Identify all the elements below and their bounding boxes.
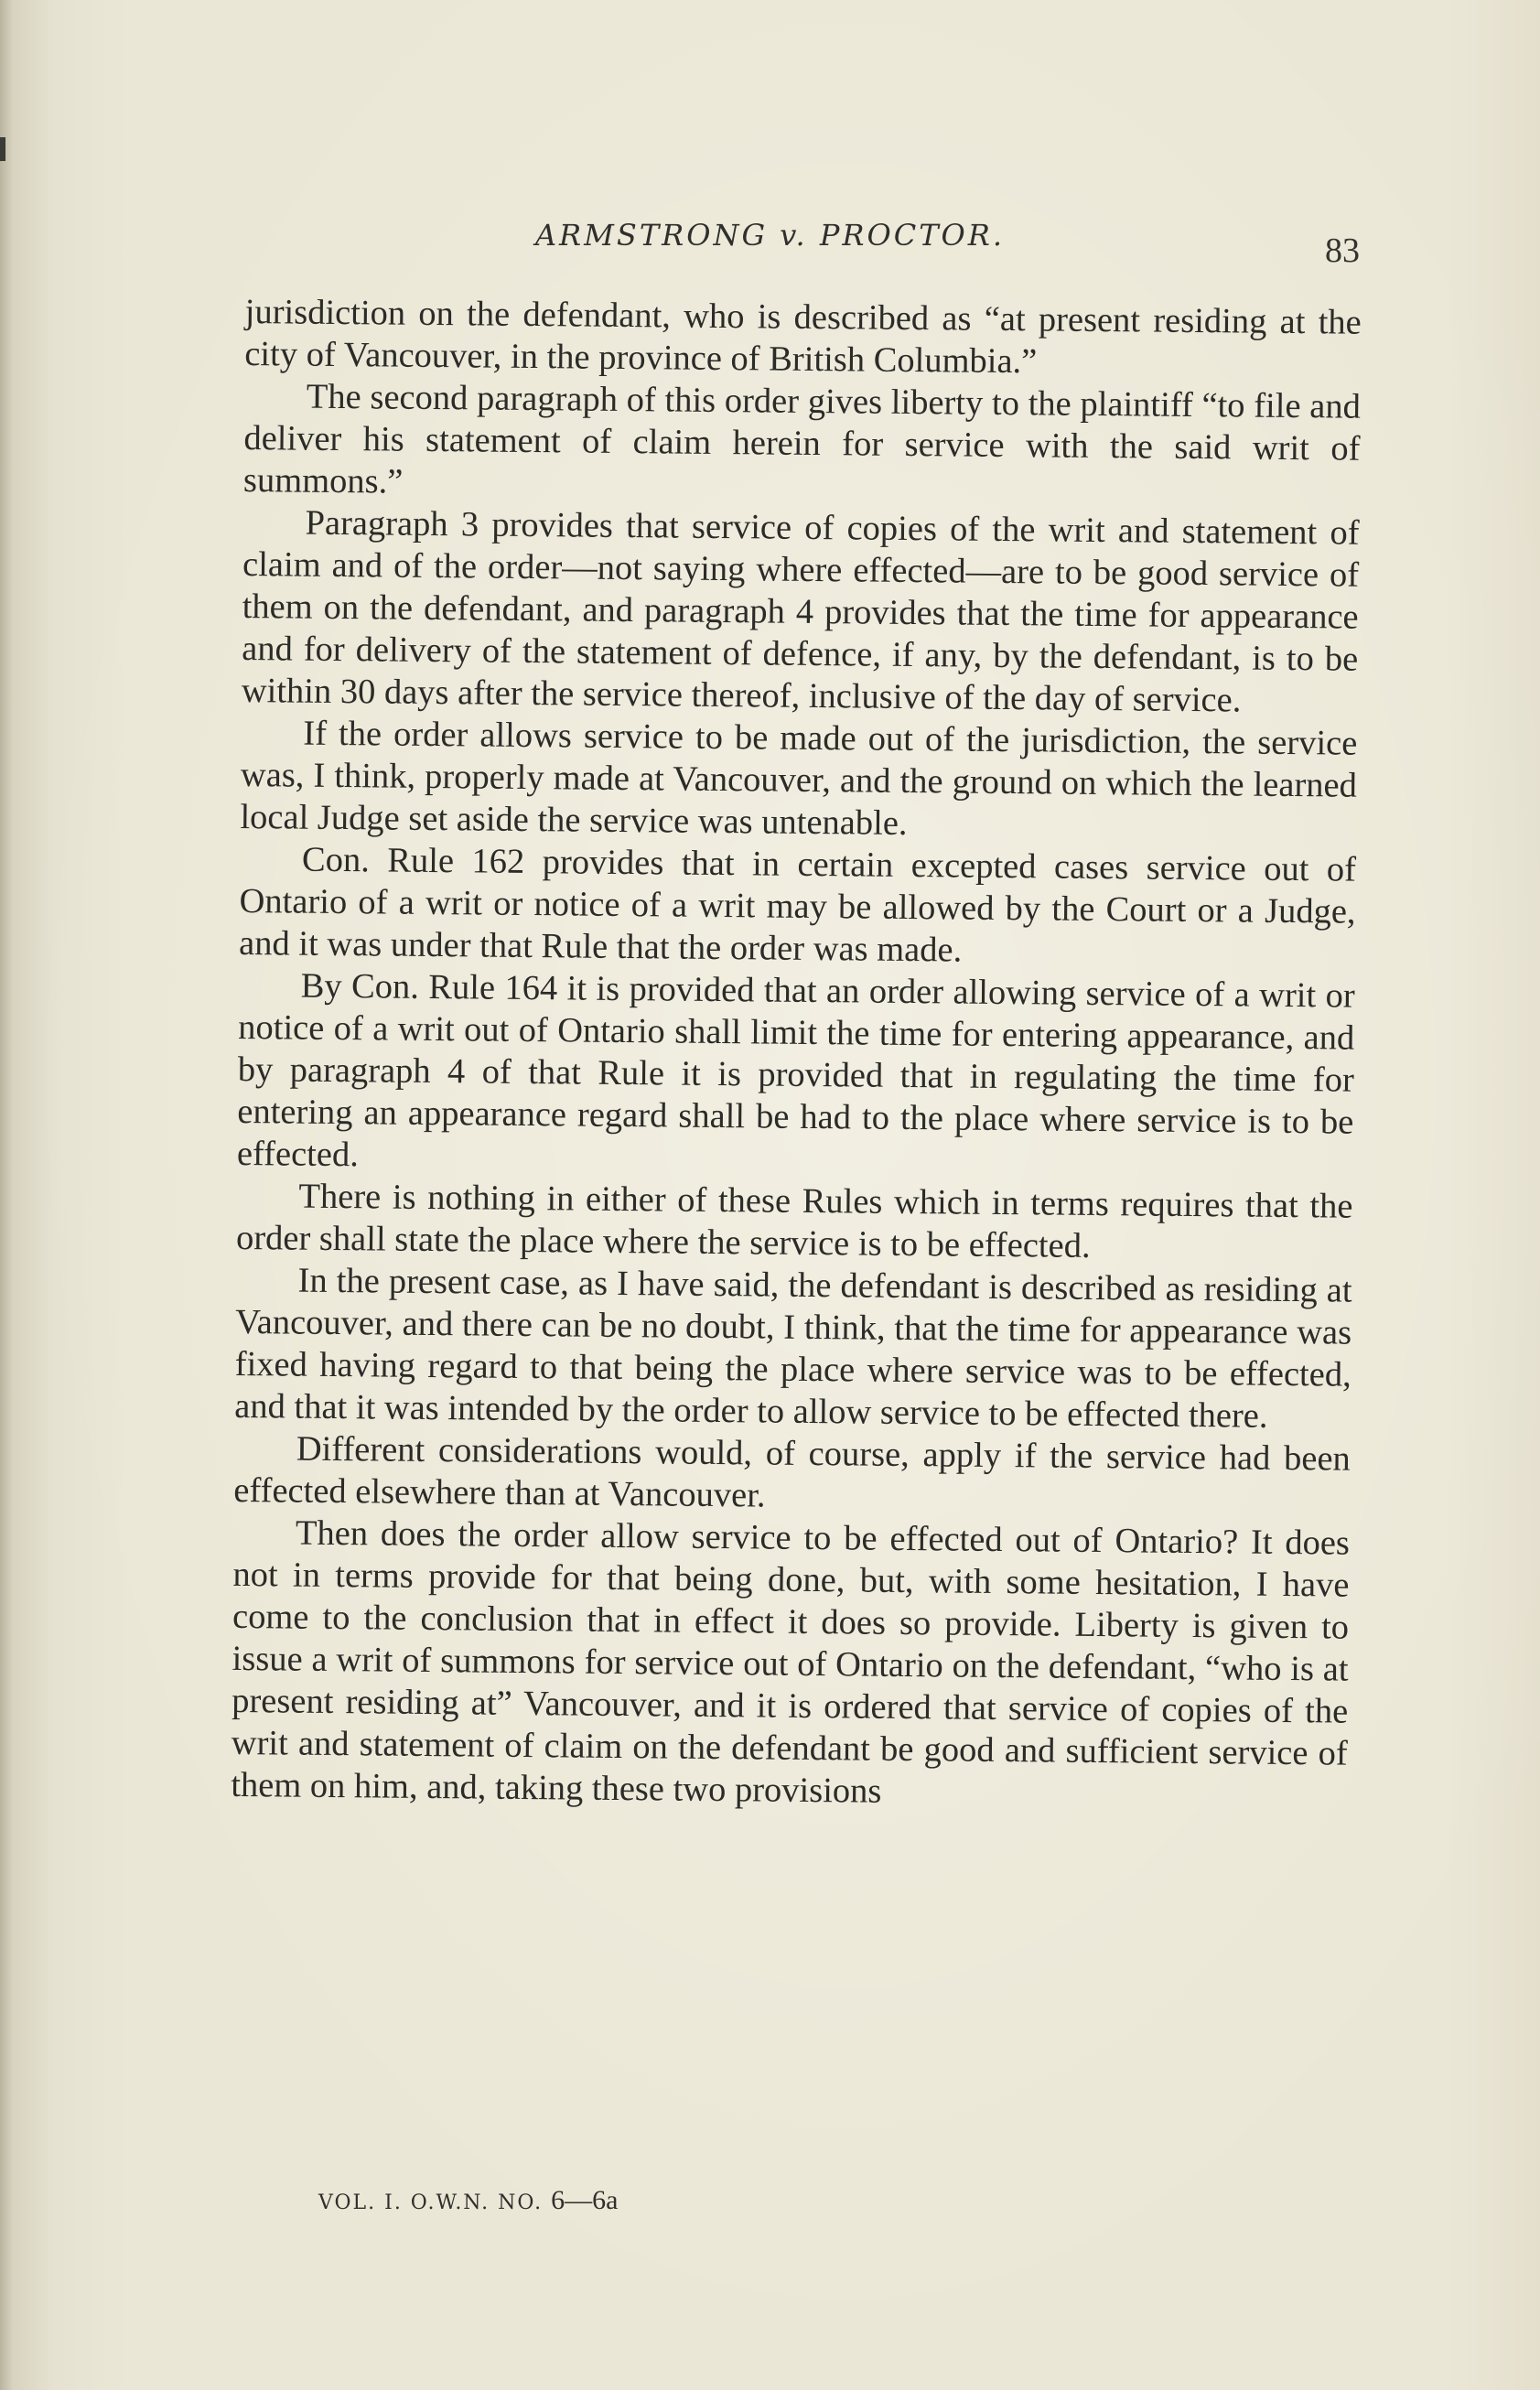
paragraph: By Con. Rule 164 it is provided that an order allowing service of a writ or notice of a writ out of Ontario shall limit the time for entering appearance, and by paragraph 4 of that Rule it is provided that in regulating the time for entering an appearance regard shall be had to the place where service is to be effected.	[236, 966, 1355, 1175]
paragraph: Paragraph 3 provides that service of copies of the writ and statement of claim and of the order—not saying where effected—are to be good service of them on the defendant, and paragraph 4 provides that the time for appearance and for delivery of the statement of defence, if any, by the defendant, is to be within 30 days after the service thereof, inclusive of the day of service.	[241, 503, 1360, 720]
body-text	[231, 291, 1362, 1817]
printer-signature	[318, 2185, 618, 2216]
page-number: 83	[1325, 231, 1360, 270]
binding-edge-mark	[0, 137, 5, 161]
paragraph: If the order allows service to be made out of the jurisdiction, the service was, I think, properly made at Vancouver, and the ground on which the learned local Judge set aside the service was untenable.	[240, 714, 1358, 843]
running-head: ARMSTRONG v. PROCTOR.	[534, 218, 1006, 253]
signature-volume: VOL. I. O.W.N. NO.	[318, 2191, 544, 2214]
paragraph: Con. Rule 162 provides that in certain excepted cases service out of Ontario of a writ or notice of a writ may be allowed by the Court or a Judge, and it was under that Rule that the order was made.	[238, 840, 1357, 970]
paragraph: Then does the order allow service to be effected out of Ontario? It does not in terms provide for that being done, but, with some hesitation, I have come to the conclusion that in effect it does so provide. Liberty is given to issue a writ of summons for service out of Ontario on the defendant, “who is at present residing at” Vancouver, and it is ordered that service of copies of the writ and statement of claim on the defendant be good and sufficient service of them on him, and, taking these two provisions	[231, 1513, 1351, 1811]
paragraph: In the present case, as I have said, the defendant is described as residing at Vancouver, and there can be no doubt, I think, that the time for appearance was fixed having regard to that being the place where service was to be effected, and that it was intended by the order to allow service to be effected there.	[234, 1261, 1352, 1436]
paragraph: There is nothing in either of these Rules which in terms requires that the order shall state the place where the service is to be effected.	[235, 1177, 1353, 1265]
paragraph: The second paragraph of this order gives liberty to the plaintiff “to file and deliver his statement of claim herein for service with the said writ of summons.”	[242, 377, 1362, 501]
paragraph-continued: jurisdiction on the defendant, who is described as “at present residing at the city of Vancouver, in the province of British Columbia.”	[244, 292, 1362, 382]
paragraph: Different considerations would, of course, apply if the service had been effected elsewhere than at Vancouver.	[233, 1429, 1352, 1515]
signature-sheet: 6—6a	[551, 2185, 619, 2215]
